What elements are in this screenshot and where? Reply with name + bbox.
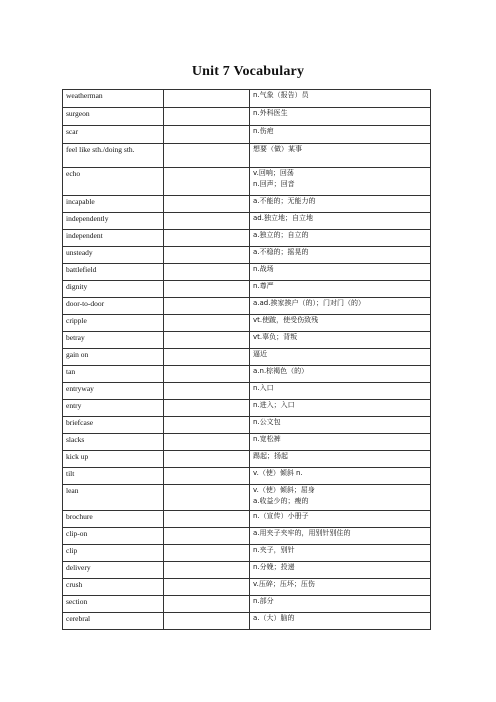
word-cell: lean — [63, 485, 164, 511]
table-row — [63, 528, 431, 545]
meaning-line: n.分娩；投递 — [253, 563, 295, 571]
meaning-line: ad.独立地；自立地 — [253, 214, 313, 222]
meaning-cell — [250, 264, 431, 281]
empty-cell — [164, 400, 250, 417]
word-cell: unsteady — [63, 247, 164, 264]
meaning-line: v.（使）倾斜 n. — [253, 469, 303, 477]
meaning-line: n.（宣传）小册子 — [253, 512, 309, 520]
word-cell: clip — [63, 545, 164, 562]
table-row — [63, 596, 431, 613]
empty-cell — [164, 281, 250, 298]
meaning-cell — [250, 613, 431, 630]
word-cell: independently — [63, 213, 164, 230]
table-row — [63, 349, 431, 366]
word-cell: section — [63, 596, 164, 613]
word-cell: crush — [63, 579, 164, 596]
table-row — [63, 168, 431, 196]
table-row — [63, 366, 431, 383]
word-cell: slacks — [63, 434, 164, 451]
table-row — [63, 400, 431, 417]
word-cell: independent — [63, 230, 164, 247]
meaning-line: n.进入；入口 — [253, 401, 295, 409]
empty-cell — [164, 613, 250, 630]
meaning-cell — [250, 434, 431, 451]
empty-cell — [164, 485, 250, 511]
meaning-cell — [250, 468, 431, 485]
meaning-line: a.用夹子夹牢的，用别针别住的 — [253, 529, 351, 537]
empty-cell — [164, 264, 250, 281]
empty-cell — [164, 90, 250, 108]
table-row — [63, 230, 431, 247]
empty-cell — [164, 126, 250, 144]
word-cell: surgeon — [63, 108, 164, 126]
meaning-cell — [250, 545, 431, 562]
empty-cell — [164, 144, 250, 168]
table-row — [63, 434, 431, 451]
table-row — [63, 613, 431, 630]
meaning-line: n.伤疤 — [253, 127, 274, 135]
word-cell: brochure — [63, 511, 164, 528]
table-row — [63, 126, 431, 144]
meaning-line: v.压碎；压坏；压伤 — [253, 580, 315, 588]
table-row — [63, 579, 431, 596]
vocabulary-table — [62, 89, 431, 630]
word-cell: cerebral — [63, 613, 164, 630]
empty-cell — [164, 451, 250, 468]
table-row — [63, 281, 431, 298]
table-row — [63, 247, 431, 264]
meaning-cell — [250, 90, 431, 108]
meaning-line: a.不能的；无能力的 — [253, 197, 316, 205]
word-cell: kick up — [63, 451, 164, 468]
meaning-line: n.入口 — [253, 384, 274, 392]
word-cell: tilt — [63, 468, 164, 485]
meaning-cell — [250, 562, 431, 579]
empty-cell — [164, 417, 250, 434]
table-row — [63, 545, 431, 562]
meaning-cell — [250, 144, 431, 168]
table-row — [63, 90, 431, 108]
meaning-line: a.独立的；自立的 — [253, 231, 309, 239]
table-row — [63, 213, 431, 230]
meaning-cell — [250, 485, 431, 511]
meaning-cell — [250, 332, 431, 349]
empty-cell — [164, 349, 250, 366]
empty-cell — [164, 230, 250, 247]
meaning-line: v.回响；回荡 — [253, 169, 294, 177]
empty-cell — [164, 528, 250, 545]
meaning-cell — [250, 400, 431, 417]
word-cell: clip-on — [63, 528, 164, 545]
meaning-cell — [250, 281, 431, 298]
word-cell: briefcase — [63, 417, 164, 434]
meaning-cell — [250, 298, 431, 315]
table-row — [63, 417, 431, 434]
empty-cell — [164, 168, 250, 196]
word-cell: tan — [63, 366, 164, 383]
empty-cell — [164, 468, 250, 485]
word-cell: feel like sth./doing sth. — [63, 144, 164, 168]
meaning-line: a.（大）脑的 — [253, 614, 295, 622]
meaning-line: n.部分 — [253, 597, 274, 605]
table-row — [63, 144, 431, 168]
page-title: Unit 7 Vocabulary — [191, 64, 305, 79]
empty-cell — [164, 579, 250, 596]
empty-cell — [164, 545, 250, 562]
empty-cell — [164, 298, 250, 315]
meaning-line: n.尊严 — [253, 282, 274, 290]
meaning-cell — [250, 596, 431, 613]
meaning-line: n.夹子，别针 — [253, 546, 295, 554]
table-row — [63, 511, 431, 528]
empty-cell — [164, 366, 250, 383]
word-cell: entry — [63, 400, 164, 417]
table-row — [63, 196, 431, 213]
table-row — [63, 468, 431, 485]
table-row — [63, 562, 431, 579]
word-cell: entryway — [63, 383, 164, 400]
word-cell: door-to-door — [63, 298, 164, 315]
meaning-cell — [250, 230, 431, 247]
table-row — [63, 108, 431, 126]
table-row — [63, 298, 431, 315]
meaning-cell — [250, 247, 431, 264]
meaning-line: n.回声；回音 — [253, 180, 295, 188]
meaning-line: a.收益少的；瘦的 — [253, 497, 309, 505]
meaning-cell — [250, 349, 431, 366]
meaning-line: a.n.棕褐色（的） — [253, 367, 309, 375]
meaning-line: 想要（做）某事 — [253, 145, 302, 153]
empty-cell — [164, 383, 250, 400]
word-cell: dignity — [63, 281, 164, 298]
meaning-cell — [250, 196, 431, 213]
meaning-line: vt.使跛，使受伤致残 — [253, 316, 319, 324]
empty-cell — [164, 315, 250, 332]
empty-cell — [164, 247, 250, 264]
word-cell: betray — [63, 332, 164, 349]
empty-cell — [164, 213, 250, 230]
meaning-cell — [250, 315, 431, 332]
empty-cell — [164, 434, 250, 451]
meaning-cell — [250, 528, 431, 545]
meaning-line: v.（使）倾斜；屈身 — [253, 486, 315, 494]
meaning-line: n.气象（报告）员 — [253, 91, 309, 99]
table-row — [63, 332, 431, 349]
table-row — [63, 383, 431, 400]
meaning-line: n.战场 — [253, 265, 274, 273]
meaning-line: 踢起；扬起 — [253, 452, 288, 460]
meaning-line: n.外科医生 — [253, 109, 288, 117]
meaning-cell — [250, 383, 431, 400]
word-cell: battlefield — [63, 264, 164, 281]
word-cell: incapable — [63, 196, 164, 213]
empty-cell — [164, 596, 250, 613]
meaning-line: n.公文包 — [253, 418, 281, 426]
table-row — [63, 264, 431, 281]
empty-cell — [164, 511, 250, 528]
table-row — [63, 315, 431, 332]
meaning-cell — [250, 213, 431, 230]
meaning-cell — [250, 511, 431, 528]
table-row — [63, 451, 431, 468]
meaning-line: n.宽松裤 — [253, 435, 281, 443]
meaning-cell — [250, 579, 431, 596]
word-cell: weatherman — [63, 90, 164, 108]
word-cell: delivery — [63, 562, 164, 579]
word-cell: scar — [63, 126, 164, 144]
meaning-line: a.不稳的；摇晃的 — [253, 248, 309, 256]
meaning-cell — [250, 417, 431, 434]
meaning-cell — [250, 126, 431, 144]
table-row — [63, 485, 431, 511]
empty-cell — [164, 332, 250, 349]
empty-cell — [164, 108, 250, 126]
word-cell: cripple — [63, 315, 164, 332]
meaning-cell — [250, 451, 431, 468]
meaning-line: vt.辜负；背叛 — [253, 333, 298, 341]
meaning-cell — [250, 366, 431, 383]
meaning-line: 逼近 — [253, 350, 267, 358]
empty-cell — [164, 562, 250, 579]
empty-cell — [164, 196, 250, 213]
word-cell: gain on — [63, 349, 164, 366]
word-cell: echo — [63, 168, 164, 196]
meaning-line: a.ad.挨家挨户（的）；门对门（的） — [253, 299, 365, 307]
meaning-cell — [250, 108, 431, 126]
meaning-cell — [250, 168, 431, 196]
